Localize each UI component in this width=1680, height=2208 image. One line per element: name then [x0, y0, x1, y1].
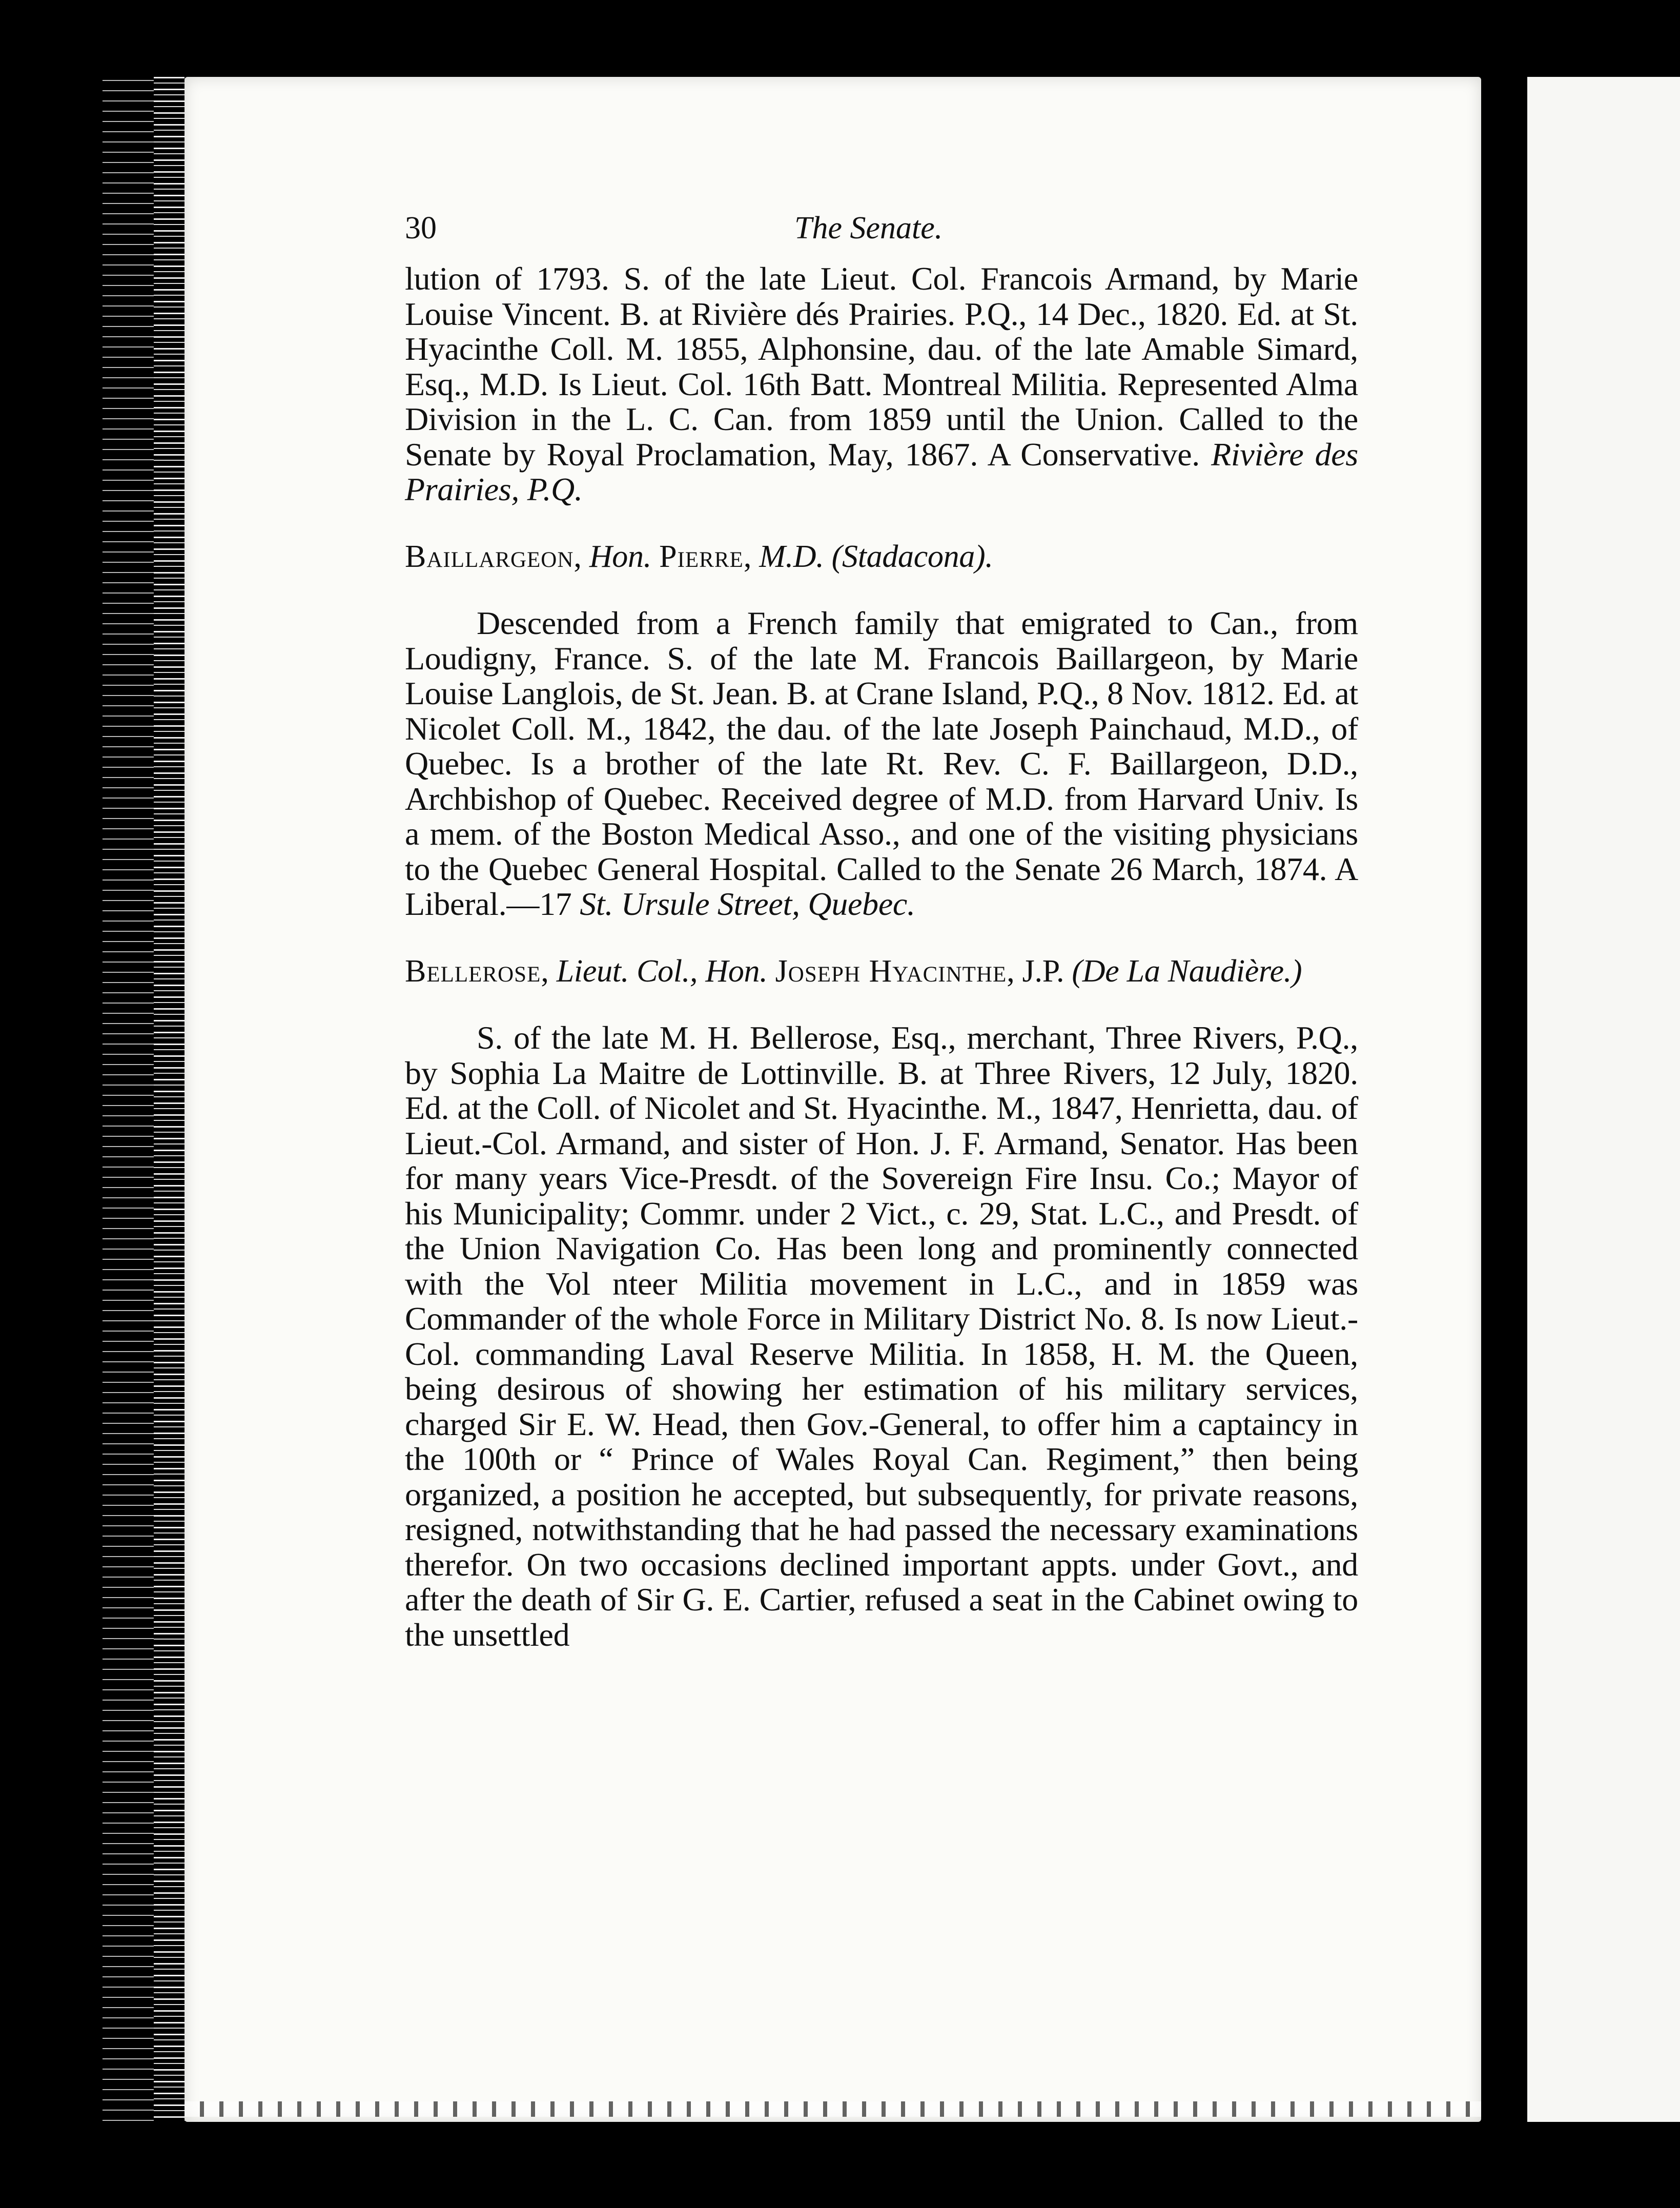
- entry-heading-baillargeon: Baillargeon, Hon. Pierre, M.D. (Stadacona).: [405, 539, 993, 574]
- entry-given-name: Pierre: [659, 539, 744, 574]
- continuation-paragraph: [405, 261, 1358, 507]
- entry-body-bellerose: [405, 1020, 1358, 1652]
- entry-surname: Baillargeon: [405, 539, 574, 574]
- entry-address: St. Ursule Street, Quebec.: [580, 886, 915, 922]
- page-number: 30: [405, 211, 437, 246]
- entry-honorific: Lieut. Col., Hon.: [556, 953, 768, 989]
- entry-surname: Bellerose: [405, 953, 541, 989]
- continuation-text: lution of 1793. S. of the late Lieut. Col. Francois Armand, by Marie Louise Vincent. B. at Rivière dés Prairies. P.Q., 14 Dec., 1820. Ed. at St. Hyacinthe Coll. M. 1855, Alphonsine, dau. of the late Amable Simard, Esq., M.D. Is Lieut. Col. 16th Batt. Montreal Militia. Represented Alma Division in the L. C. Can. from 1859 until the Union. Called to the Senate by Royal Proclamation, May, 1867. A Conservative.: [405, 260, 1358, 473]
- entry-division: (De La Naudière.): [1072, 953, 1302, 989]
- entry-heading-bellerose: Bellerose, Lieut. Col., Hon. Joseph Hyacinthe, J.P. (De La Naudière.): [405, 953, 1302, 989]
- running-title: The Senate.: [794, 211, 943, 246]
- entry-body-text: Descended from a French family that emigrated to Can., from Loudigny, France. S. of the late M. Francois Baillargeon, by Marie Louise Langlois, de St. Jean. B. at Crane Island, P.Q., 8 Nov. 1812. Ed. at Nicolet Coll. M., 1842, the dau. of the late Joseph Painchaud, M.D., of Quebec. Is a brother of the late Rt. Rev. C. F. Baillargeon, D.D., Archbishop of Quebec. Received degree of M.D. from Harvard Univ. Is a mem. of the Boston Medical Asso., and one of the visiting physicians to the Quebec General Hospital. Called to the Senate 26 March, 1874. A Liberal.—17: [405, 605, 1358, 922]
- running-head: [405, 205, 1358, 261]
- entry-honorific: Hon.: [589, 539, 651, 574]
- entry-body-text: S. of the late M. H. Bellerose, Esq., merchant, Three Rivers, P.Q., by Sophia La Maitre de Lottinville. B. at Three Rivers, 12 July, 1820. Ed. at the Coll. of Nicolet and St. Hyacinthe. M., 1847, Henrietta, dau. of Lieut.-Col. Armand, and sister of Hon. J. F. Armand, Senator. Has been for many years Vice-Presdt. of the Sovereign Fire Insu. Co.; Mayor of his Municipality; Commr. under 2 Vict., c. 29, Stat. L.C., and Presdt. of the Union Navigation Co. Has been long and prominently connected with the Vol nteer Militia movement in L.C., and in 1859 was Commander of the whole Force in Military District No. 8. Is now Lieut.-Col. commanding Laval Reserve Militia. In 1858, H. M. the Queen, being desirous of showing her estimation of his military services, charged Sir E. W. Head, then Gov.-General, to offer him a captaincy in the 100th or “ Prince of Wales Royal Can. Regiment,” then being organized, a position he accepted, but subsequently, for private reasons, resigned, notwithstanding that he had passed the necessary examinations therefor. On two occasions declined important appts. under Govt., and after the death of Sir G. E. Cartier, refused a seat in the Cabinet owing to the unsettled: [405, 1019, 1358, 1653]
- adjacent-leaf-edge: [1527, 77, 1680, 2122]
- entry-division: (Stadacona).: [831, 539, 993, 574]
- entry-suffix: J.P.: [1022, 953, 1064, 989]
- entry-suffix: M.D.: [759, 539, 824, 574]
- continuation-address: Rivière des Prairies, P.Q.: [405, 436, 1358, 507]
- page-bottom-edge: [185, 2101, 1481, 2117]
- entry-given-name: Joseph Hyacinthe: [775, 953, 1007, 989]
- entry-body-baillargeon: [405, 606, 1358, 922]
- binding-edge: [154, 77, 185, 2122]
- page-content: [405, 205, 1358, 1652]
